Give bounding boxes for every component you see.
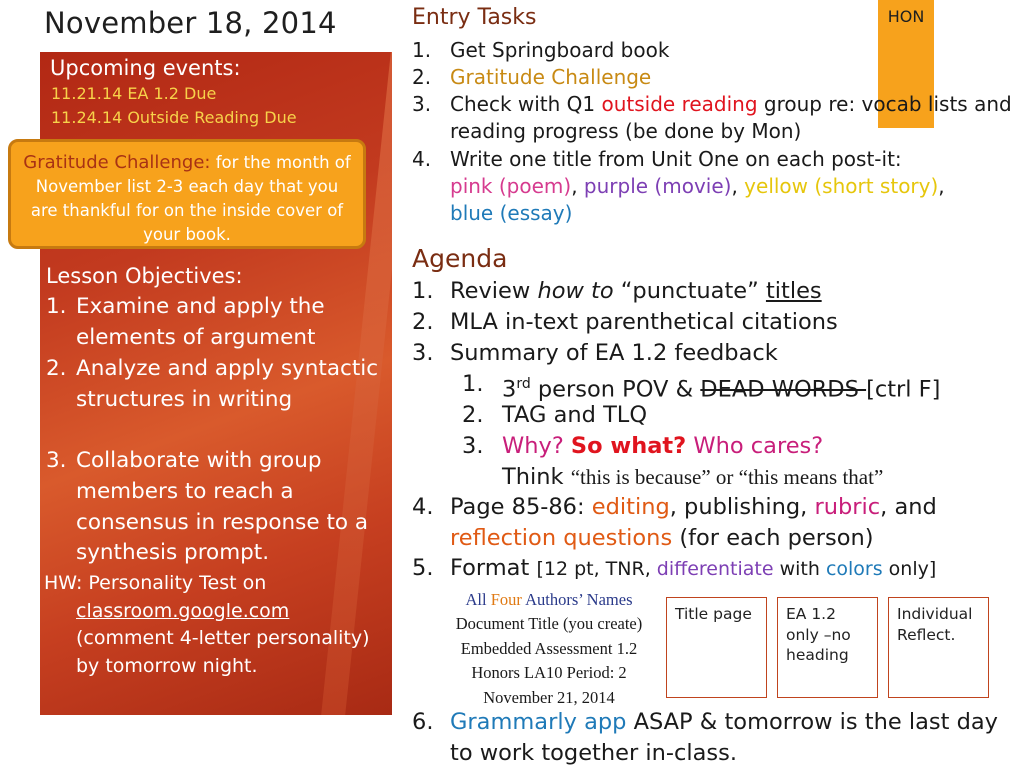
agenda-subitem [462, 400, 1022, 431]
text-run: Grammarly app [450, 709, 627, 735]
text-run: only] [882, 558, 937, 580]
text-run: Think [502, 464, 571, 490]
agenda-item [412, 553, 1024, 585]
gratitude-highlight: Gratitude Challenge: [23, 152, 211, 173]
entry-task [412, 37, 1024, 64]
objective-text: Analyze and apply syntactic structures in writing [76, 356, 379, 412]
entry-task-text [450, 91, 1024, 145]
agenda-text [450, 276, 822, 307]
text-run: editing [591, 494, 670, 520]
text-run: Why? [502, 433, 571, 459]
blue-essay: blue (essay) [450, 201, 573, 225]
homework-lead: HW: Personality Test on [44, 572, 267, 594]
event-item: 11.21.14 EA 1.2 Due [51, 84, 217, 103]
text-run: Review [450, 278, 538, 304]
separator: , [938, 174, 945, 198]
agenda-number: 1. [462, 371, 484, 397]
text-run: So what? [570, 433, 687, 459]
think-line [502, 462, 883, 493]
outside-reading-highlight: outside reading [601, 92, 758, 116]
format-line [434, 588, 664, 612]
text-run: Write one title from Unit One on each post-it: [450, 147, 902, 171]
text-run: All [465, 590, 491, 609]
individual-box: Individual Reflect. [888, 597, 989, 698]
format-example [434, 588, 664, 710]
agenda-number: 4. [412, 494, 434, 520]
event-item: 11.24.14 Outside Reading Due [51, 108, 297, 127]
ea-box: EA 1.2 only –no heading [777, 597, 878, 698]
entry-task-text: Get Springboard book [450, 38, 670, 62]
agenda-number: 2. [462, 402, 484, 428]
entry-task-text [450, 146, 945, 227]
text-run: rubric [814, 494, 881, 520]
text-run: Authors’ Names [521, 590, 633, 609]
title-page-box: Title page [666, 597, 767, 698]
agenda-text: MLA in-text parenthetical citations [450, 309, 838, 335]
homework-note [44, 570, 389, 680]
text-run: 3 [502, 376, 517, 403]
objective-text: Examine and apply the elements of argument [76, 294, 325, 350]
objective-number: 1. [46, 294, 67, 319]
homework-rest: (comment 4-letter personality) by tomorrow night. [76, 627, 370, 677]
text-run: Who cares? [686, 433, 824, 459]
agenda-item [412, 338, 1024, 369]
entry-task [412, 146, 1024, 227]
yellow-short-story: yellow (short story) [744, 174, 939, 198]
agenda-subitem [462, 431, 1022, 462]
text-run: Page 85-86: [450, 494, 592, 520]
text-run: reflection questions [450, 524, 673, 551]
objective-item [46, 446, 391, 569]
pink-poem: pink (poem) [450, 174, 572, 198]
objectives-title: Lesson Objectives: [46, 264, 243, 288]
entry-tasks-title: Entry Tasks [412, 5, 537, 30]
agenda-item [412, 492, 1024, 553]
entry-task-text: Gratitude Challenge [450, 65, 652, 89]
agenda-item [412, 276, 1024, 307]
text-run: titles [765, 278, 822, 304]
agenda-text [450, 492, 1024, 553]
entry-task-number: 2. [412, 65, 432, 89]
text-run: “this is because” or “this means that” [570, 465, 884, 489]
text-run: (for each person) [672, 524, 874, 551]
upcoming-events-title: Upcoming events: [50, 56, 241, 80]
agenda-text: TAG and TLQ [502, 402, 648, 428]
agenda-number: 1. [412, 278, 434, 304]
text-run: , publishing, [669, 494, 815, 520]
separator: , [571, 174, 584, 198]
agenda-number: 5. [412, 555, 434, 581]
gratitude-text: for the month of November list 2-3 each day that you are thankful for on the inside cover of your book. [30, 153, 351, 244]
objective-item [46, 292, 391, 354]
agenda-text: Summary of EA 1.2 feedback [450, 340, 778, 366]
text-run: person POV & [530, 376, 701, 403]
format-line: Embedded Assessment 1.2 [460, 638, 638, 658]
dead-words: DEAD WORDS [700, 376, 867, 403]
text-run: Check with Q1 [450, 92, 602, 116]
text-run: Format [450, 555, 537, 581]
format-line: November 21, 2014 [483, 687, 615, 707]
text-run: with [773, 558, 826, 580]
text-run: differentiate [656, 558, 774, 580]
agenda-item [412, 307, 1024, 338]
entry-task-number: 4. [412, 147, 432, 171]
entry-task-number: 1. [412, 38, 432, 62]
agenda-number: 3. [412, 340, 434, 366]
agenda-number: 3. [462, 433, 484, 459]
page-date: November 18, 2014 [44, 6, 337, 40]
purple-movie: purple (movie) [583, 174, 732, 198]
text-run: [ctrl F] [866, 376, 941, 403]
agenda-title: Agenda [412, 244, 508, 273]
objective-text: Collaborate with group members to reach a consensus in response to a synthesis prompt. [76, 448, 369, 566]
classroom-link[interactable]: classroom.google.com [76, 599, 290, 622]
format-line: Document Title (you create) [455, 614, 643, 634]
text-run: ASAP & tomorrow is the last day to work together in-class. [450, 709, 999, 766]
agenda-item [412, 707, 1024, 768]
text-run: Four [490, 590, 522, 609]
entry-task-number: 3. [412, 92, 432, 116]
objective-number: 2. [46, 356, 67, 381]
agenda-text [450, 707, 1024, 768]
separator: , [731, 174, 745, 198]
agenda-number: 6. [412, 709, 434, 735]
objective-number: 3. [46, 448, 67, 473]
gratitude-callout [8, 139, 366, 249]
agenda-text [450, 553, 936, 585]
text-run: how to [537, 278, 614, 304]
agenda-number: 2. [412, 309, 434, 335]
text-run: rd [516, 376, 531, 392]
text-run: , and [880, 494, 937, 520]
objective-item [46, 354, 391, 416]
agenda-text [502, 431, 823, 462]
text-run: “punctuate” [613, 278, 766, 304]
hon-tab: HON [878, 0, 934, 128]
text-run: [12 pt, TNR, [536, 558, 657, 580]
entry-task [412, 91, 1024, 145]
entry-task [412, 64, 1024, 91]
format-line: Honors LA10 Period: 2 [471, 663, 627, 683]
text-run: colors [825, 558, 883, 580]
text-run: group re: vocab lists and reading progress (be done by Mon) [450, 92, 1012, 143]
